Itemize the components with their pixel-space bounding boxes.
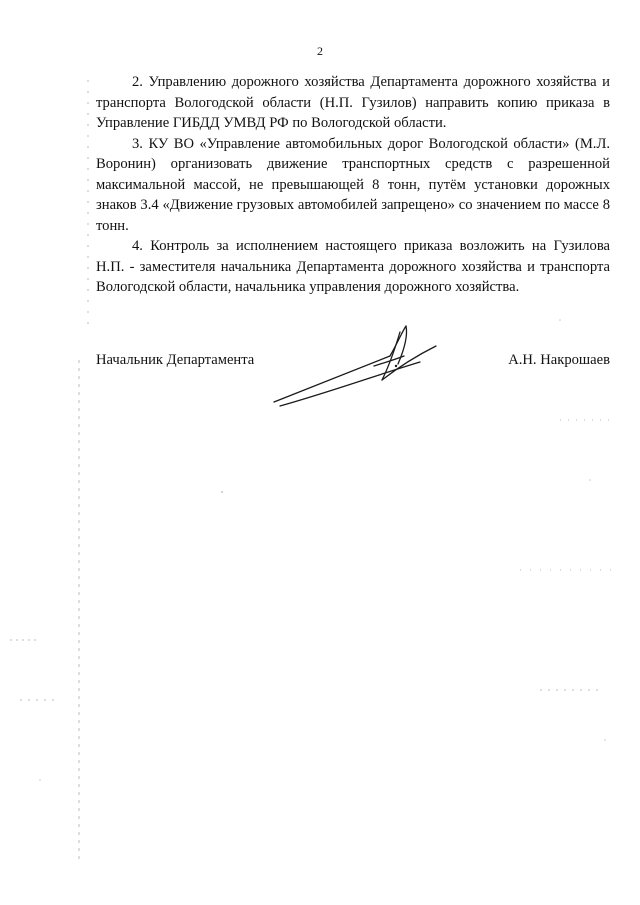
page-number: 2 [317, 44, 323, 58]
document-body [96, 72, 610, 298]
handwritten-signature [270, 322, 440, 410]
signatory-name: А.Н. Накрошаев [508, 352, 610, 368]
paragraph-3: 3. КУ ВО «Управление автомобильных дорог Вологодской области» (М.Л. Воронин) организовать движение транспортных средств с разрешенной максимальной массой, не превышающей 8 тонн, путём установки дорожных знаков 3.4 «Движение грузовых автомобилей запрещено» со значением по массе 8 тонн. [96, 135, 610, 234]
paragraph-4: 4. Контроль за исполнением настоящего приказа возложить на Гузилова Н.П. - заместителя начальника Департамента дорожного хозяйства и транспорта Вологодской области, начальника управления дорожного хозяйства. [96, 238, 610, 295]
signatory-position: Начальник Департамента [96, 352, 255, 368]
paragraph-2: 2. Управлению дорожного хозяйства Департамента дорожного хозяйства и транспорта Вологодской области (Н.П. Гузилов) направить копию приказа в Управление ГИБДД УМВД РФ по Вологодской области. [96, 74, 610, 131]
